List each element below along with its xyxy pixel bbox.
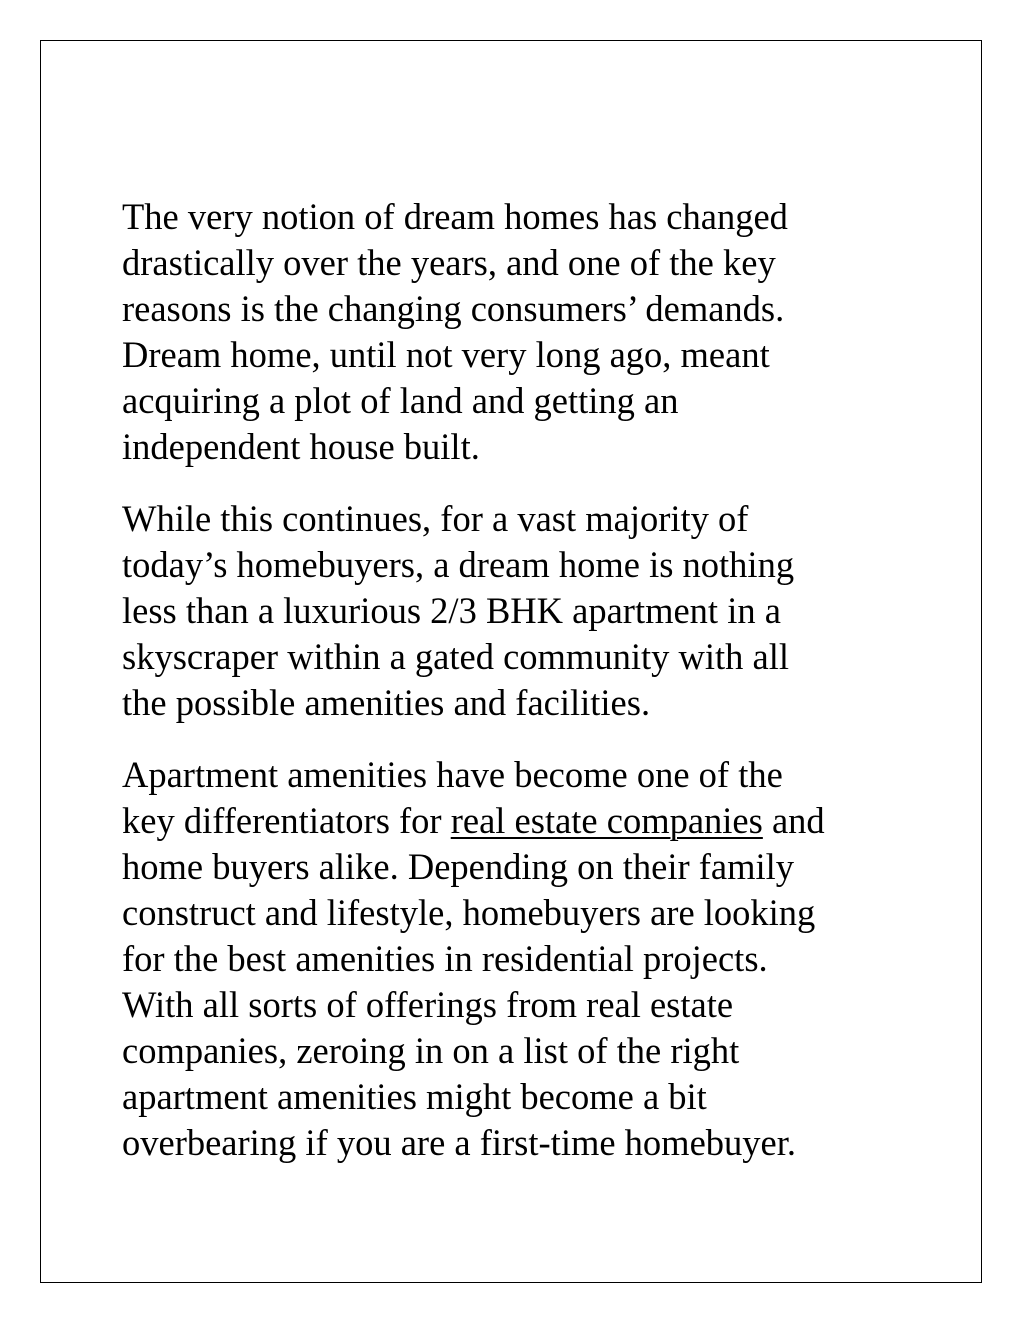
text-line: reasons is the changing consumers’ demands. (122, 288, 785, 329)
text-line: companies, zeroing in on a list of the right (122, 1030, 740, 1071)
text-line: the possible amenities and facilities. (122, 682, 651, 723)
text-line: today’s homebuyers, a dream home is nothing (122, 544, 795, 585)
text-line: skyscraper within a gated community with all (122, 636, 789, 677)
text-line: for the best amenities in residential projects. (122, 938, 768, 979)
text-line: The very notion of dream homes has changed (122, 196, 788, 237)
text-line: acquiring a plot of land and getting an (122, 380, 679, 421)
text-line: independent house built. (122, 426, 480, 467)
text-line: and (762, 800, 825, 841)
text-line: Apartment amenities have become one of the (122, 754, 783, 795)
text-line: Dream home, until not very long ago, meant (122, 334, 770, 375)
page-frame (40, 40, 982, 1283)
text-line: home buyers alike. Depending on their family (122, 846, 795, 887)
text-line: overbearing if you are a first-time homebuyer. (122, 1122, 796, 1163)
text-line: With all sorts of offerings from real estate (122, 984, 734, 1025)
text-line: drastically over the years, and one of the key (122, 242, 776, 283)
paragraph-amenities (122, 752, 912, 1166)
text-line: key differentiators for (122, 800, 451, 841)
document-body (122, 194, 912, 1192)
paragraph-homebuyers (122, 496, 912, 726)
text-line: less than a luxurious 2/3 BHK apartment in a (122, 590, 781, 631)
real-estate-companies-link[interactable]: real estate companies (450, 800, 763, 841)
text-line: While this continues, for a vast majority of (122, 498, 749, 539)
text-line: construct and lifestyle, homebuyers are looking (122, 892, 816, 933)
text-line: apartment amenities might become a bit (122, 1076, 707, 1117)
paragraph-dream-homes (122, 194, 912, 470)
